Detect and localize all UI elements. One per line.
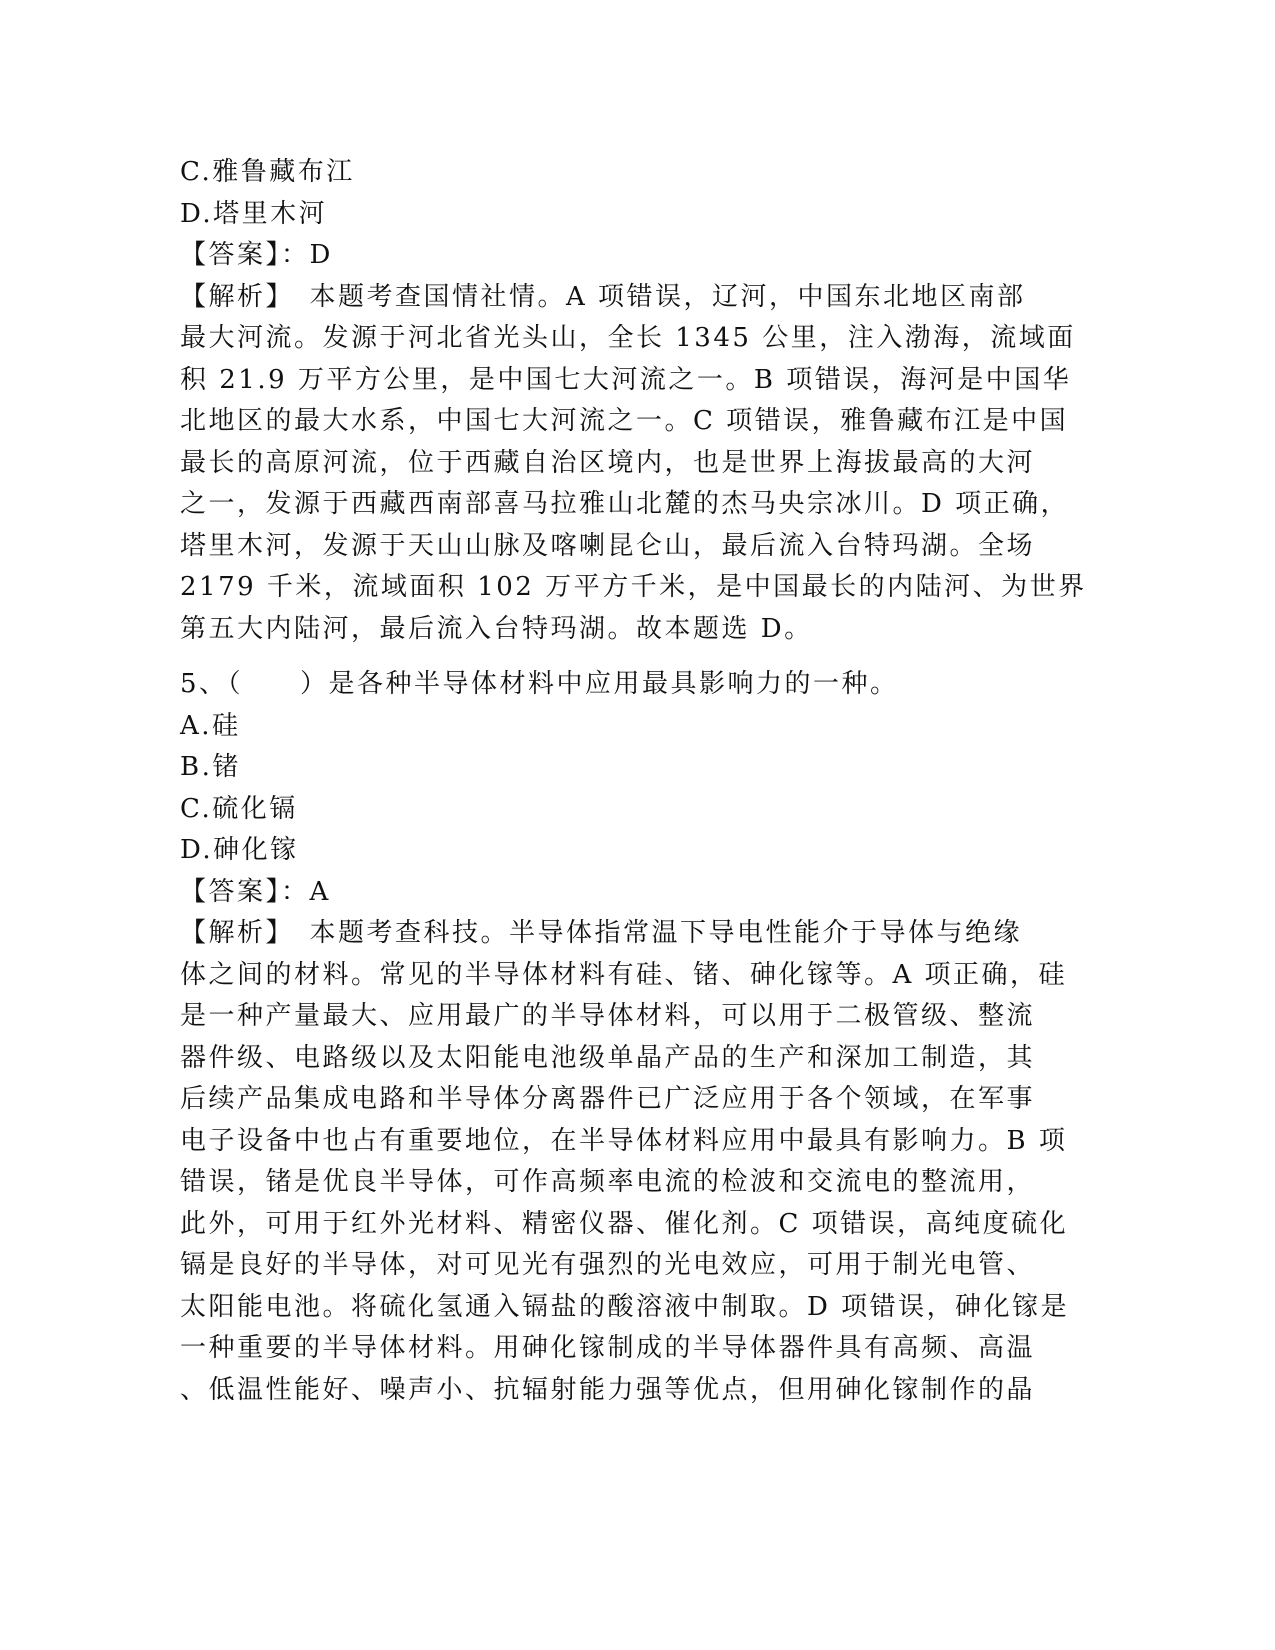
question-gap bbox=[180, 650, 1040, 664]
q5-analysis-line: 器件级、电路级以及太阳能电池级单晶产品的生产和深加工制造，其 bbox=[180, 1042, 1036, 1073]
q4-answer: 【答案】：D bbox=[180, 240, 333, 270]
q5-question: 5、（ ）是各种半导体材料中应用最具影响力的一种。 bbox=[180, 669, 899, 699]
q4-analysis-line: 塔里木河，发源于天山山脉及喀喇昆仑山，最后流入台特玛湖。全场 bbox=[180, 530, 1036, 561]
q4-analysis-line: 之一，发源于西藏西南部喜马拉雅山北麓的杰马央宗冰川。D 项正确， bbox=[180, 489, 1070, 519]
q5-option-a: A.硅 bbox=[180, 710, 241, 741]
q4-option-c: C.雅鲁藏布江 bbox=[180, 157, 355, 187]
q5-analysis bbox=[180, 913, 1070, 1411]
q4-analysis-line: 最大河流。发源于河北省光头山，全长 1345 公里，注入渤海，流域面 bbox=[180, 323, 1076, 353]
q4-analysis-line: 2179 千米，流域面积 102 万平方千米，是中国最长的内陆河、为世界 bbox=[180, 572, 1087, 602]
q5-option-b: B.锗 bbox=[180, 752, 241, 782]
q4-analysis bbox=[180, 277, 1087, 651]
q4-option-d: D.塔里木河 bbox=[180, 198, 328, 229]
q5-analysis-line: 镉是良好的半导体，对可见光有强烈的光电效应，可用于制光电管、 bbox=[180, 1250, 1036, 1280]
q4-analysis-line: 第五大内陆河，最后流入台特玛湖。故本题选 D。 bbox=[180, 613, 813, 644]
q4-analysis-line: 北地区的最大水系，中国七大河流之一。C 项错误，雅鲁藏布江是中国 bbox=[180, 406, 1069, 436]
q5-analysis-line: 一种重要的半导体材料。用砷化镓制成的半导体器件具有高频、高温 bbox=[180, 1333, 1036, 1363]
q5-analysis-line: 错误，锗是优良半导体，可作高频率电流的检波和交流电的整流用， bbox=[180, 1167, 1036, 1197]
q5-analysis-line: 后续产品集成电路和半导体分离器件已广泛应用于各个领域，在军事 bbox=[180, 1084, 1036, 1114]
q4-analysis-line: 最长的高原河流，位于西藏自治区境内，也是世界上海拔最高的大河 bbox=[180, 447, 1036, 478]
q5-answer: 【答案】：A bbox=[180, 876, 331, 907]
q5-analysis-line: 【解析】 本题考查科技。半导体指常温下导电性能介于导体与绝缘 bbox=[180, 918, 1023, 948]
q5-option-d: D.砷化镓 bbox=[180, 835, 299, 865]
q5-analysis-line: 太阳能电池。将硫化氢通入镉盐的酸溶液中制取。D 项错误，砷化镓是 bbox=[180, 1291, 1070, 1322]
q5-analysis-line: 体之间的材料。常见的半导体材料有硅、锗、砷化镓等。A 项正确，硅 bbox=[180, 959, 1068, 990]
q5-analysis-line: 是一种产量最大、应用最广的半导体材料，可以用于二极管级、整流 bbox=[180, 1001, 1036, 1031]
q4-analysis-line: 【解析】 本题考查国情社情。A 项错误，辽河，中国东北地区南部 bbox=[180, 281, 1026, 312]
q5-option-c: C.硫化镉 bbox=[180, 793, 298, 824]
document-page bbox=[180, 152, 1087, 1411]
q5-analysis-line: 此外，可用于红外光材料、精密仪器、催化剂。C 项错误，高纯度硫化 bbox=[180, 1208, 1069, 1239]
q5-analysis-line: 、低温性能好、噪声小、抗辐射能力强等优点，但用砷化镓制作的晶 bbox=[180, 1374, 1036, 1405]
q5-analysis-line: 电子设备中也占有重要地位，在半导体材料应用中最具有影响力。B 项 bbox=[180, 1125, 1068, 1156]
q4-analysis-line: 积 21.9 万平方公里，是中国七大河流之一。B 项错误，海河是中国华 bbox=[180, 364, 1072, 395]
